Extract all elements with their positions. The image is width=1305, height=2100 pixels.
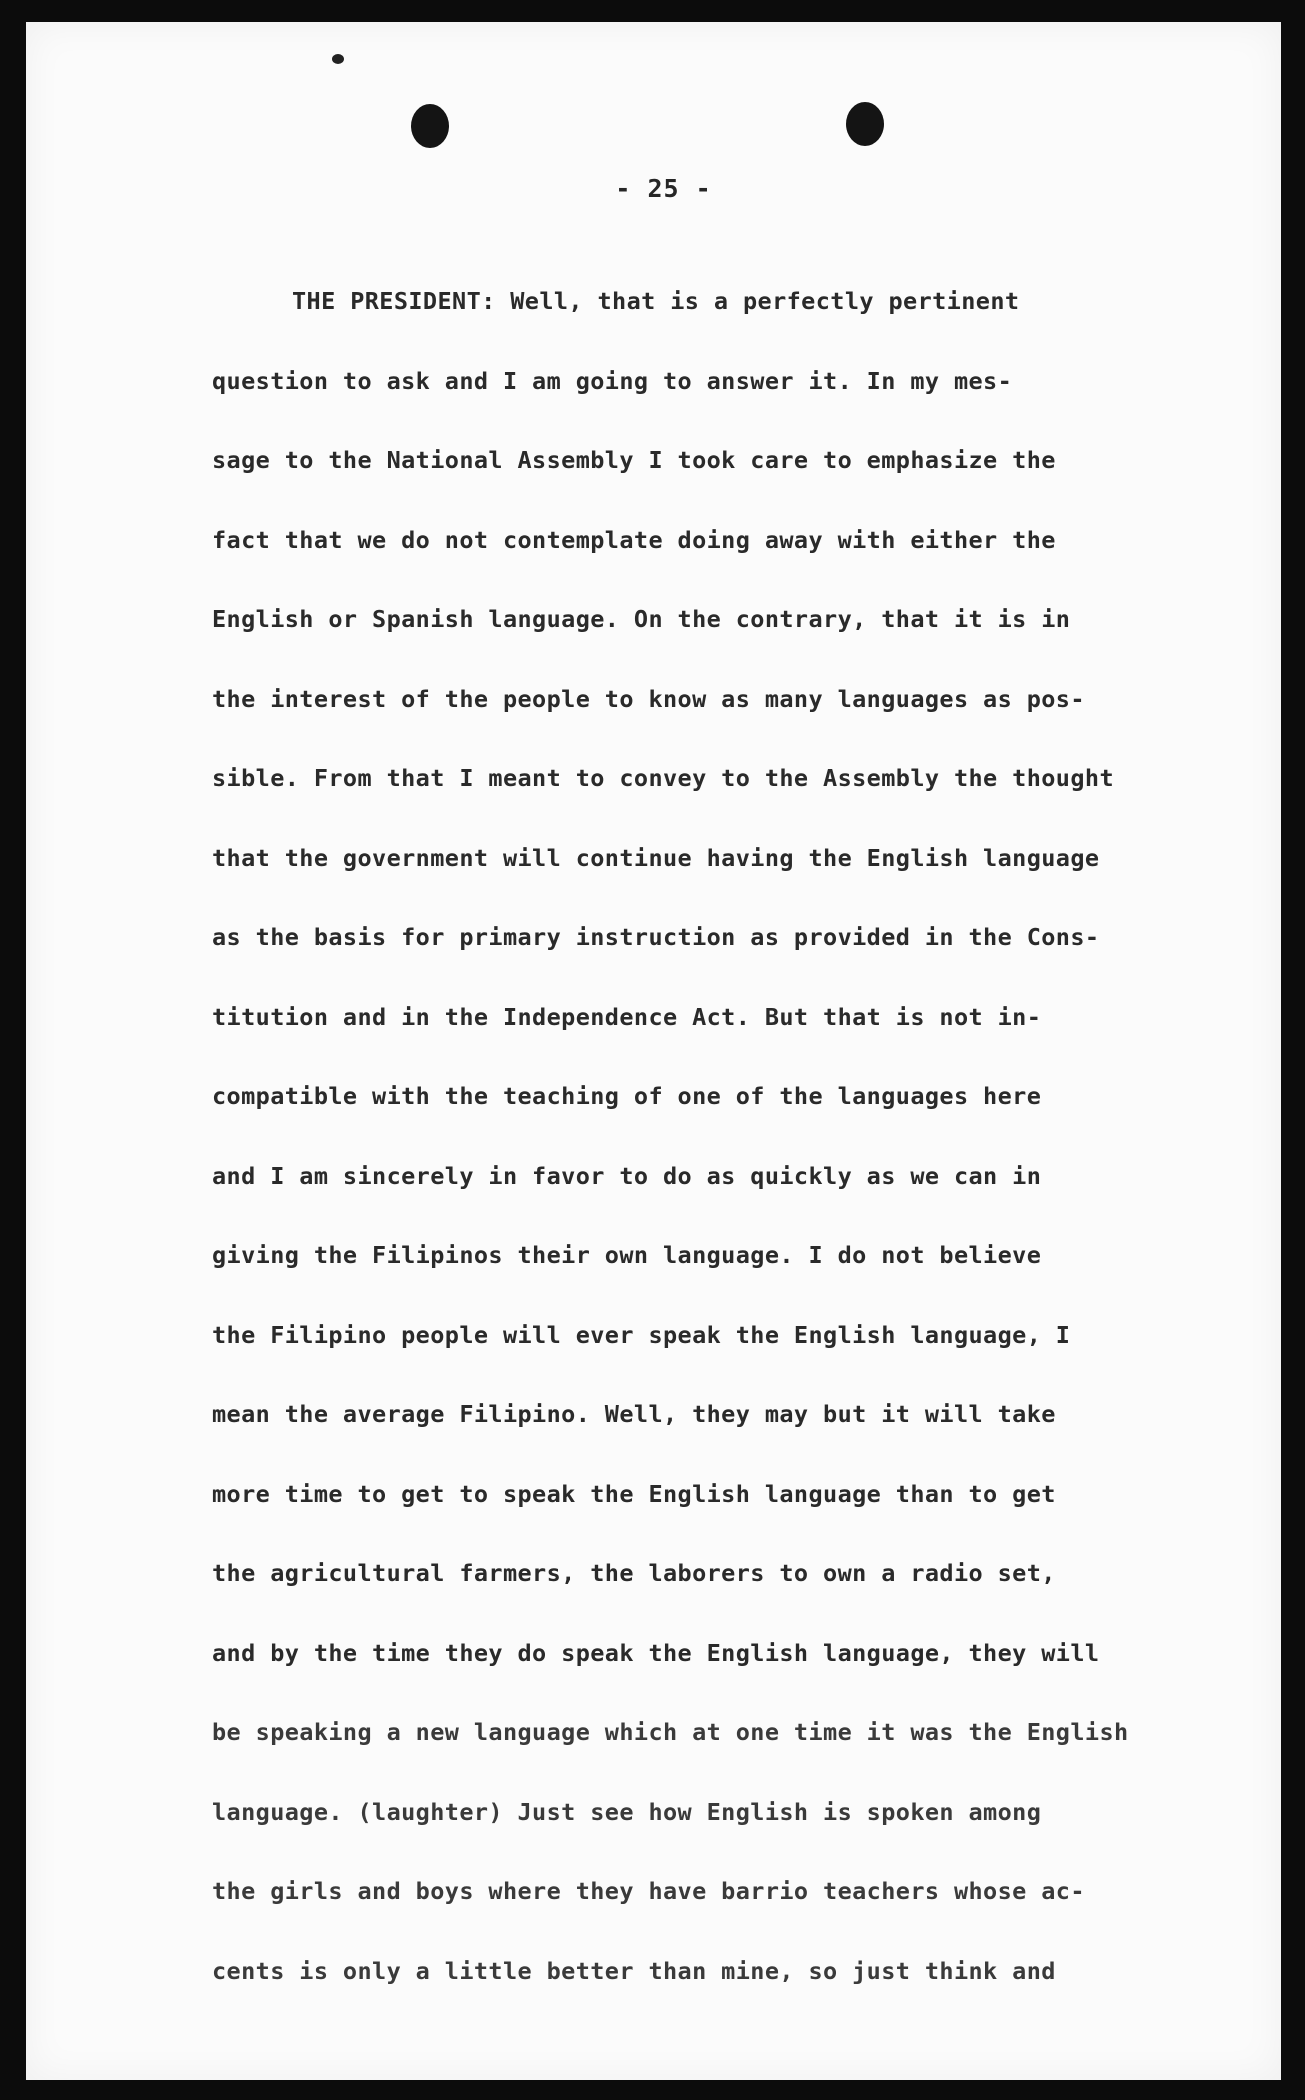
text-line: fact that we do not contemplate doing away with either the [212,525,1056,554]
text-line: English or Spanish language. On the contrary, that it is in [212,605,1071,633]
text-line: compatible with the teaching of one of the languages here [212,1082,1042,1110]
document-page [26,22,1281,2080]
text-line: the agricultural farmers, the laborers to own a radio set, [212,1559,1056,1587]
text-line: the Filipino people will ever speak the English language, I [212,1320,1071,1349]
text-line: mean the average Filipino. Well, they may but it will take [212,1400,1056,1428]
text-line: cents is only a little better than mine, so just think and [212,1956,1056,1985]
page-number: - 25 - [615,174,712,203]
text-line: giving the Filipinos their own language. I do not believe [212,1241,1042,1269]
text-line: more time to get to speak the English language than to get [212,1479,1056,1508]
text-line: titution and in the Independence Act. But that is not in- [212,1002,1042,1031]
text-line: the girls and boys where they have barrio teachers whose ac- [212,1877,1085,1905]
punch-hole-right [846,102,884,146]
text-line: as the basis for primary instruction as provided in the Cons- [212,923,1100,951]
text-line: THE PRESIDENT: Well, that is a perfectly pertinent [292,287,1020,315]
text-line: and I am sincerely in favor to do as quickly as we can in [212,1161,1042,1190]
text-line: and by the time they do speak the English language, they will [212,1638,1100,1667]
text-line: be speaking a new language which at one time it was the English [212,1718,1129,1746]
ink-speck [332,54,344,64]
text-line: sible. From that I meant to convey to the Assembly the thought [212,764,1114,792]
text-line: sage to the National Assembly I took care to emphasize the [212,446,1056,474]
text-line: question to ask and I am going to answer it. In my mes- [212,366,1013,395]
text-line: that the government will continue having the English language [212,843,1100,872]
punch-hole-left [411,104,449,148]
text-line: language. (laughter) Just see how English is spoken among [212,1797,1042,1826]
transcript-body [212,286,1252,2035]
text-line: the interest of the people to know as many languages as pos- [212,684,1085,713]
